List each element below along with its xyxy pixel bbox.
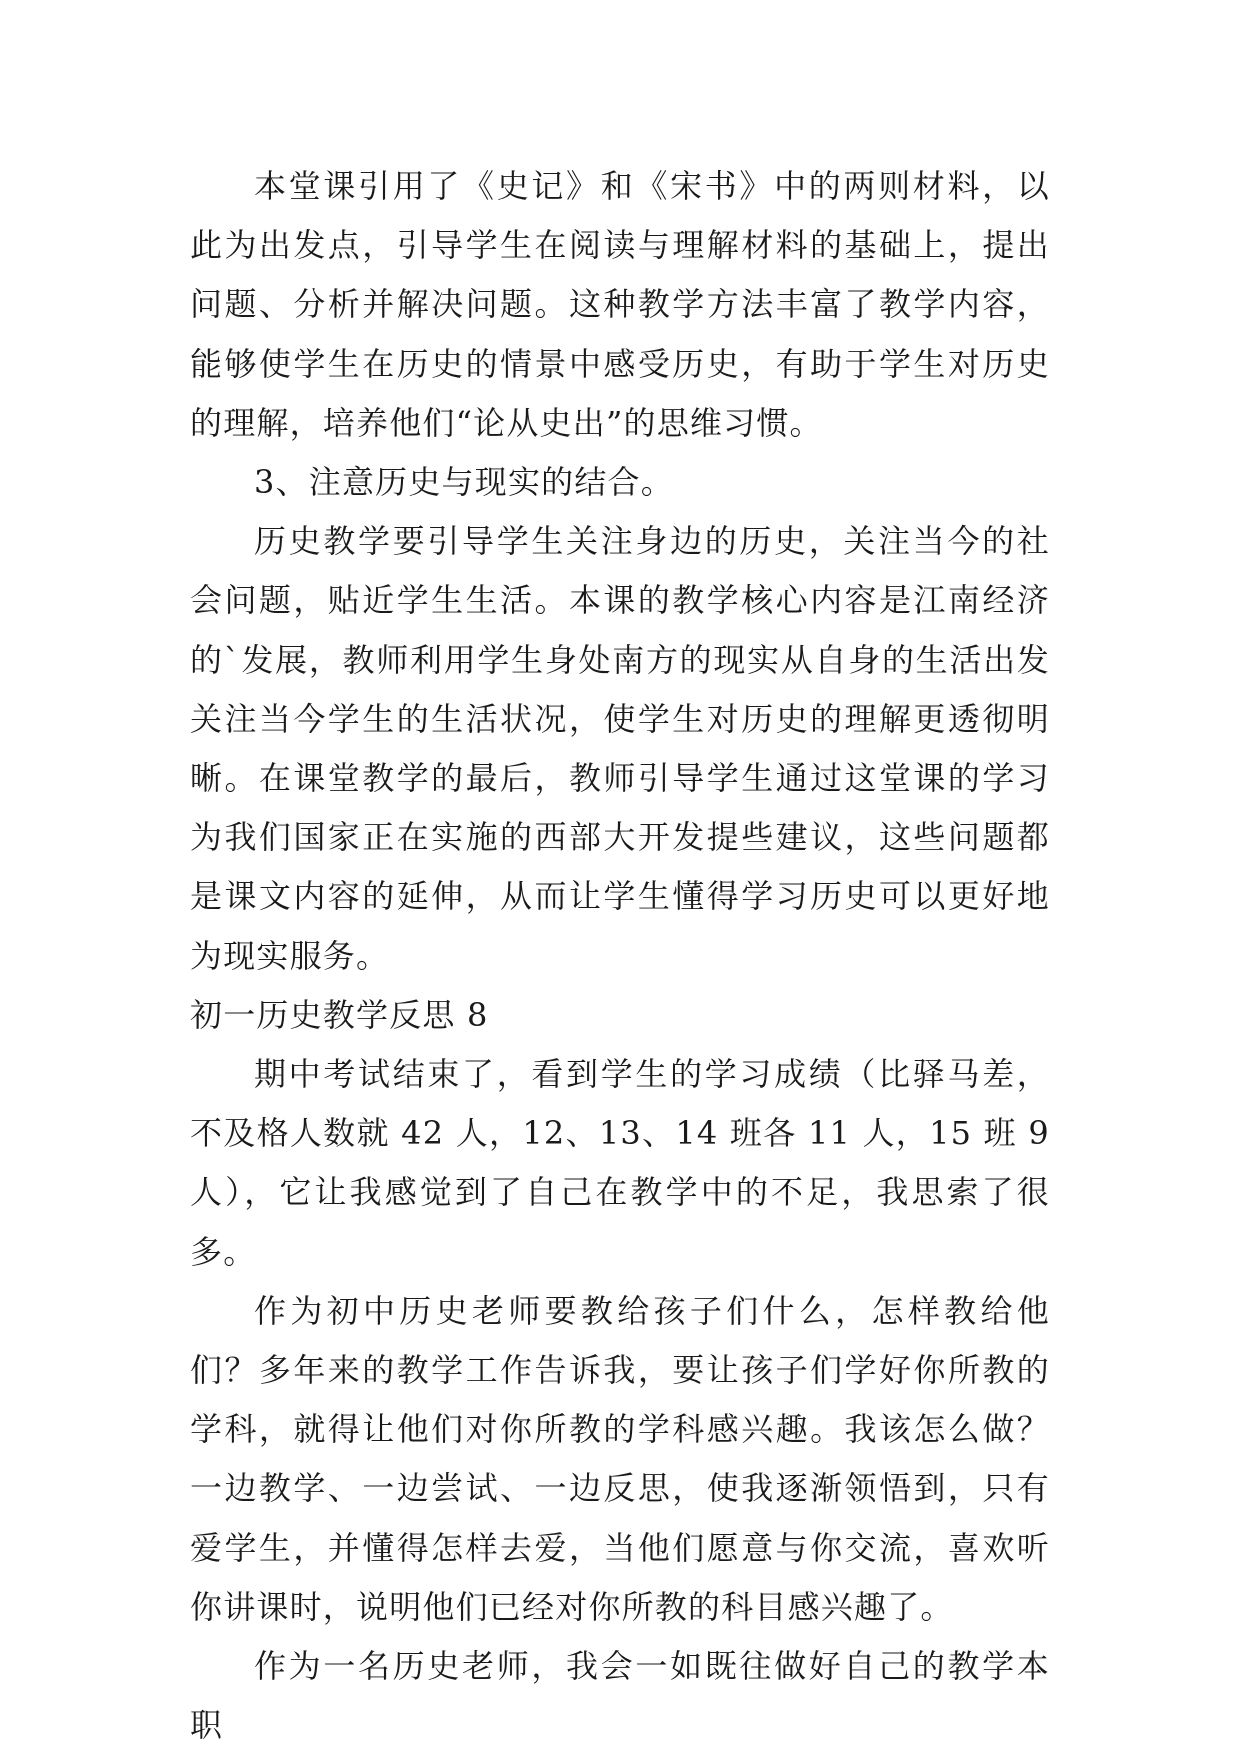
paragraph-teacher-duty: 作为一名历史老师，我会一如既往做好自己的教学本职	[190, 1647, 1050, 1745]
document-body	[190, 157, 1050, 1755]
paragraph-exam-results: 期中考试结束了，看到学生的学习成绩（比驿马差，不及格人数就 42 人，12、13、14 班各 11 人，15 班 9 人），它让我感觉到了自己在教学中的不足，我思索了很多。	[190, 1055, 1050, 1271]
paragraph-materials-method: 本堂课引用了《史记》和《宋书》中的两则材料，以此为出发点，引导学生在阅读与理解材料的基础上，提出问题、分析并解决问题。这种教学方法丰富了教学内容，能够使学生在历史的情景中感受历史，有助于学生对历史的理解，培养他们“论从史出”的思维习惯。	[190, 167, 1050, 442]
paragraph-history-reality: 历史教学要引导学生关注身边的历史，关注当今的社会问题，贴近学生生活。本课的教学核心内容是江南经济的`发展，教师利用学生身处南方的现实从自身的生活出发关注当今学生的生活状况，使学生对历史的理解更透彻明晰。在课堂教学的最后，教师引导学生通过这堂课的学习为我们国家正在实施的西部大开发提些建议，这些问题都是课文内容的延伸，从而让学生懂得学习历史可以更好地为现实服务。	[190, 522, 1050, 975]
section-heading: 初一历史教学反思 8	[190, 995, 489, 1034]
paragraph-point-3: 3、注意历史与现实的结合。	[254, 463, 674, 502]
paragraph-teaching-interest: 作为初中历史老师要教给孩子们什么，怎样教给他们？多年来的教学工作告诉我，要让孩子们学好你所教的学科，就得让他们对你所教的学科感兴趣。我该怎么做？一边教学、一边尝试、一边反思，使我逐渐领悟到，只有爱学生，并懂得怎样去爱，当他们愿意与你交流，喜欢听你讲课时，说明他们已经对你所教的科目感兴趣了。	[190, 1291, 1050, 1626]
